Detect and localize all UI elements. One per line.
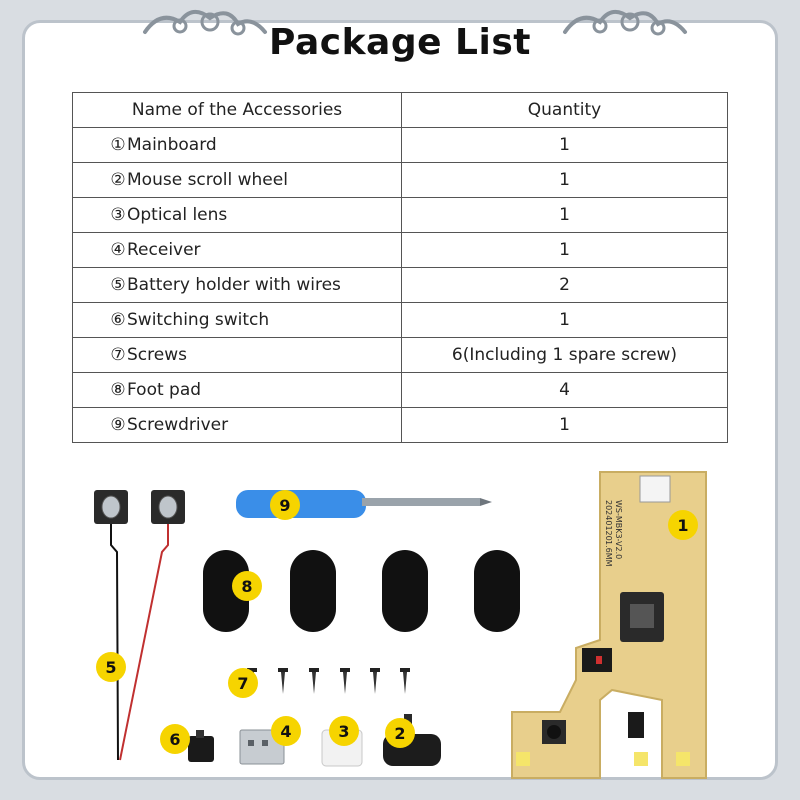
item-number: ⑧ — [110, 380, 126, 400]
item-quantity: 1 — [402, 128, 728, 163]
item-name-cell — [73, 233, 402, 268]
item-quantity: 6(Including 1 spare screw) — [402, 338, 728, 373]
item-quantity: 4 — [402, 373, 728, 408]
badge-switch: 6 — [160, 724, 190, 754]
pcb-thickness-label: 1.6MM — [604, 540, 613, 567]
badge-optical-lens: 3 — [329, 716, 359, 746]
item-number: ③ — [110, 205, 126, 225]
item-name: Foot pad — [127, 380, 202, 400]
item-number: ① — [110, 135, 126, 155]
item-name: Screws — [127, 345, 187, 365]
item-name-cell — [73, 163, 402, 198]
badge-receiver: 4 — [271, 716, 301, 746]
pcb-date-label: 20240120 — [604, 500, 613, 541]
item-name-cell — [73, 338, 402, 373]
page-title: Package List — [269, 22, 531, 63]
item-name-cell — [73, 373, 402, 408]
badge-scroll-wheel: 2 — [385, 718, 415, 748]
item-name: Battery holder with wires — [127, 275, 341, 295]
item-quantity: 1 — [402, 163, 728, 198]
item-name-cell — [73, 408, 402, 443]
item-name: Screwdriver — [127, 415, 229, 435]
item-name: Optical lens — [127, 205, 228, 225]
battery-holder-image — [94, 490, 185, 760]
item-quantity: 1 — [402, 408, 728, 443]
table-row — [73, 268, 728, 303]
badge-mainboard: 1 — [668, 510, 698, 540]
item-name: Mouse scroll wheel — [127, 170, 288, 190]
item-number: ④ — [110, 240, 126, 260]
item-name-cell — [73, 303, 402, 338]
item-name: Mainboard — [127, 135, 217, 155]
table-row — [73, 303, 728, 338]
pcb-model-label: WS-MBK3-V2.0 — [614, 500, 623, 560]
item-name: Switching switch — [127, 310, 270, 330]
item-quantity: 2 — [402, 268, 728, 303]
item-name-cell — [73, 198, 402, 233]
table-row — [73, 128, 728, 163]
package-table — [72, 92, 728, 443]
header-quantity: Quantity — [402, 93, 728, 128]
item-number: ② — [110, 170, 126, 190]
badge-foot-pad: 8 — [232, 571, 262, 601]
item-name-cell — [73, 128, 402, 163]
table-row — [73, 233, 728, 268]
item-quantity: 1 — [402, 303, 728, 338]
badge-battery-holder: 5 — [96, 652, 126, 682]
item-name-cell — [73, 268, 402, 303]
screws-image — [247, 668, 410, 694]
item-quantity: 1 — [402, 233, 728, 268]
item-number: ⑦ — [110, 345, 126, 365]
table-header-row — [73, 93, 728, 128]
table-row — [73, 163, 728, 198]
table-row — [73, 198, 728, 233]
item-number: ⑨ — [110, 415, 126, 435]
item-number: ⑤ — [110, 275, 126, 295]
switch-image — [188, 730, 214, 762]
badge-screwdriver: 9 — [270, 490, 300, 520]
header-name: Name of the Accessories — [73, 93, 402, 128]
table-row — [73, 373, 728, 408]
item-name: Receiver — [127, 240, 201, 260]
item-quantity: 1 — [402, 198, 728, 233]
item-number: ⑥ — [110, 310, 126, 330]
badge-screws: 7 — [228, 668, 258, 698]
table-row — [73, 408, 728, 443]
table-row — [73, 338, 728, 373]
